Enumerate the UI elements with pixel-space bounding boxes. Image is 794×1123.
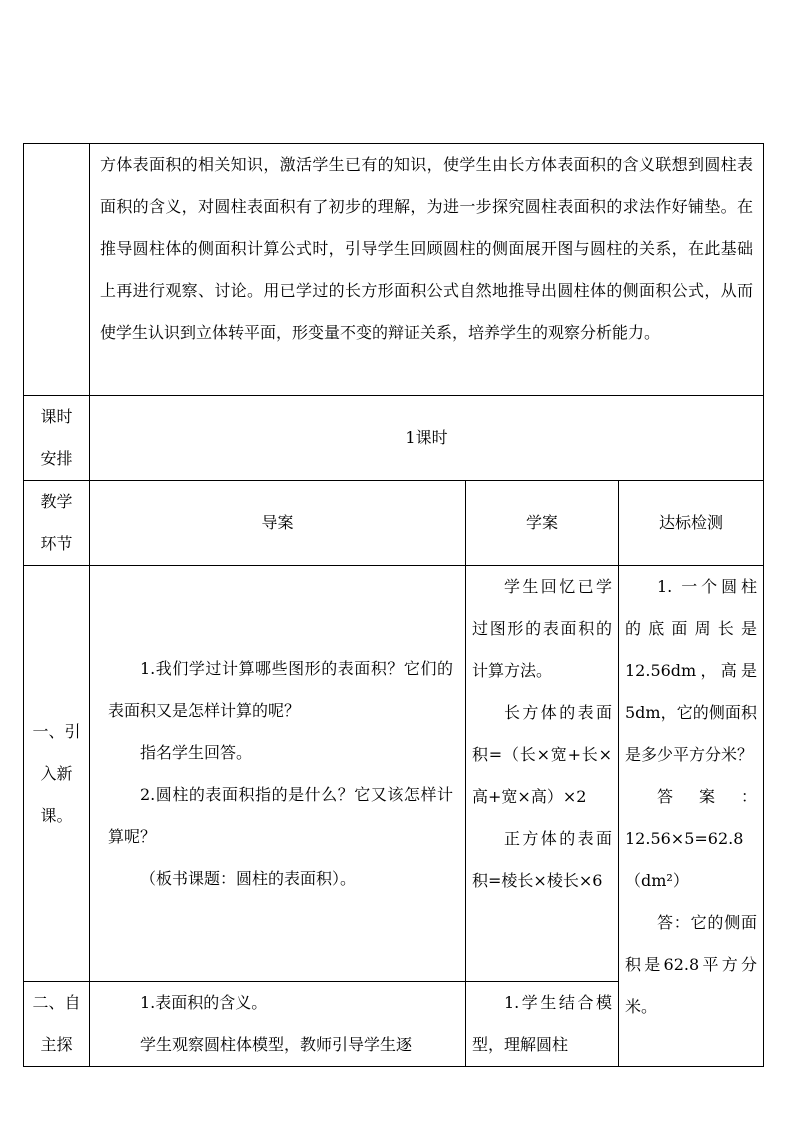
schedule-label: 课时 安排 bbox=[24, 396, 90, 481]
empty-label-cell bbox=[24, 144, 90, 396]
schedule-value: 1课时 bbox=[90, 396, 764, 481]
stage1-label: 一、引 入新 课。 bbox=[24, 566, 90, 982]
lesson-plan-table bbox=[23, 143, 764, 1067]
check-header: 达标检测 bbox=[619, 481, 764, 566]
check-cell: 1. 一个圆柱的底面周长是12.56dm，高是5dm，它的侧面积是多少平方分米？ 答 案 ：12.56×5=62.8（dm²） 答：它的侧面积是62.8平方分米。 bbox=[619, 566, 764, 1067]
stage2-study: 1.学生结合模型，理解圆柱 bbox=[466, 982, 619, 1067]
stage1-study: 学生回忆已学过图形的表面积的计算方法。 长方体的表面积=（长×宽+长×高+宽×高）×2 正方体的表面积=棱长×棱长×6 bbox=[466, 566, 619, 982]
section-header: 教学 环节 bbox=[24, 481, 90, 566]
guide-header: 导案 bbox=[90, 481, 466, 566]
stage2-label: 二、自 主探 bbox=[24, 982, 90, 1067]
stage2-guide: 1.表面积的含义。 学生观察圆柱体模型，教师引导学生逐 bbox=[90, 982, 466, 1067]
intro-paragraph: 方体表面积的相关知识，激活学生已有的知识，使学生由长方体表面积的含义联想到圆柱表面积的含义，对圆柱表面积有了初步的理解，为进一步探究圆柱表面积的求法作好铺垫。在推导圆柱体的侧面积计算公式时，引导学生回顾圆柱的侧面展开图与圆柱的关系，在此基础上再进行观察、讨论。用已学过的长方形面积公式自然地推导出圆柱体的侧面积公式，从而使学生认识到立体转平面，形变量不变的辩证关系，培养学生的观察分析能力。 bbox=[100, 155, 754, 342]
study-header: 学案 bbox=[466, 481, 619, 566]
intro-paragraph-cell bbox=[90, 144, 764, 396]
stage1-guide: 1.我们学过计算哪些图形的表面积？它们的表面积又是怎样计算的呢？ 指名学生回答。 2.圆柱的表面积指的是什么？它又该怎样计算呢？ （板书课题：圆柱的表面积）。 bbox=[90, 566, 466, 982]
